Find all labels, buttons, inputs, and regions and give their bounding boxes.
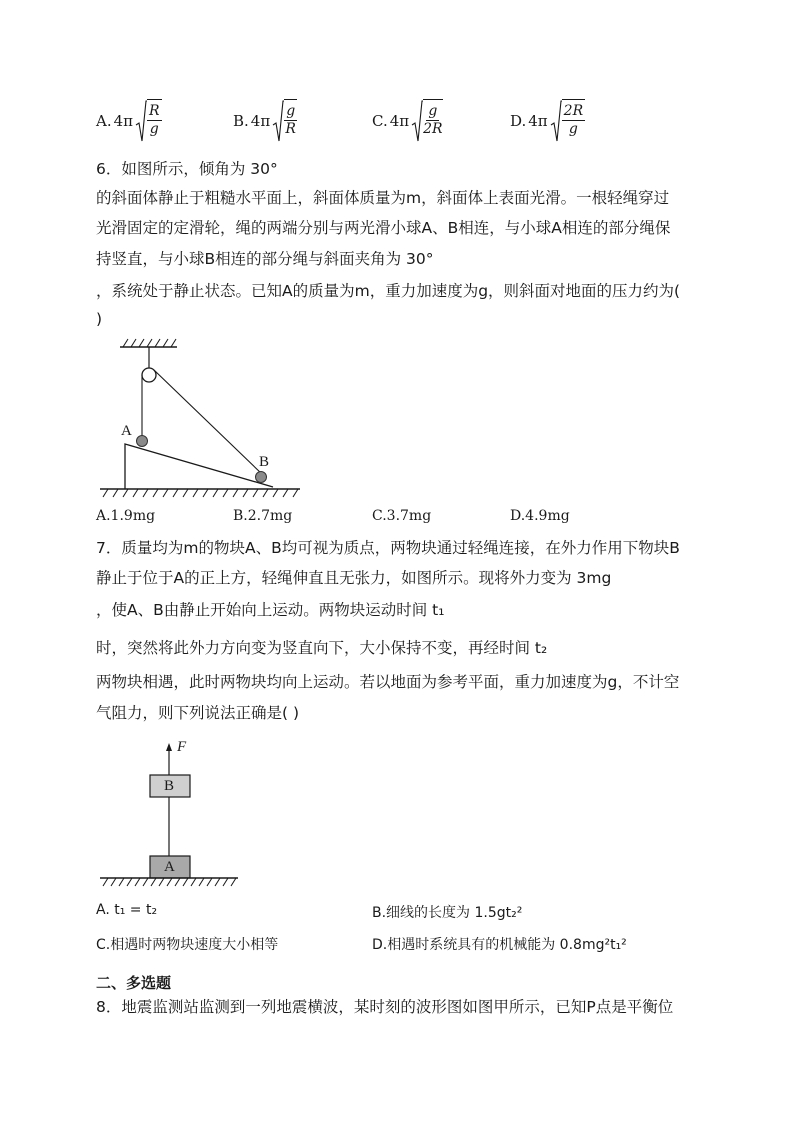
q7-line-2: 静止于位于A的正上方，轻绳伸直且无张力，如图所示。现将外力变为 3mg xyxy=(96,569,612,587)
q7-line-5: 两物块相遇，此时两物块均向上运动。若以地面为参考平面，重力加速度为g，不计空 xyxy=(96,673,680,691)
q7-option-a: A. t₁ = t₂ xyxy=(96,902,158,918)
q6-option-b: B.2.7mg xyxy=(233,508,293,524)
ball-a-icon xyxy=(137,436,148,447)
q7-option-c: C.相遇时两物块速度大小相等 xyxy=(96,937,279,953)
arrow-up-icon xyxy=(166,743,172,751)
q6-line-3: 光滑固定的定滑轮，绳的两端分别与两光滑小球A、B相连，与小球A相连的部分绳保 xyxy=(96,219,671,237)
section-title: 二、多选题 xyxy=(96,974,172,992)
q6-line-1: 6．如图所示，倾角为 30° xyxy=(96,160,278,178)
q5-option-d: D. 4π $\frac{2R}{g}$ xyxy=(510,96,585,146)
q6-incline-figure xyxy=(95,335,305,500)
q6-option-c: C.3.7mg xyxy=(372,508,432,524)
q6-option-d: D.4.9mg xyxy=(510,508,570,524)
q7-line-4: 时，突然将此外力方向变为竖直向下，大小保持不变，再经时间 t₂ xyxy=(96,639,548,657)
q6-line-2: 的斜面体静止于粗糙水平面上，斜面体质量为m，斜面体上表面光滑。一根轻绳穿过 xyxy=(96,189,670,207)
q8-line-1: 8．地震监测站监测到一列地震横波，某时刻的波形图如图甲所示，已知P点是平衡位 xyxy=(96,998,674,1016)
q7-line-6: 气阻力，则下列说法正确是( ) xyxy=(96,704,300,722)
q7-line-3: ，使A、B由静止开始向上运动。两物块运动时间 t₁ xyxy=(96,601,445,619)
pulley-icon xyxy=(142,368,156,382)
sqrt-symbol: $\frac{2R}{g}$ xyxy=(550,99,585,143)
ball-b-icon xyxy=(256,472,267,483)
ball-a-label: A xyxy=(121,423,132,439)
q6-line-4: 持竖直，与小球B相连的部分绳与斜面夹角为 30° xyxy=(96,250,434,268)
sqrt-symbol: $\frac{R}{g}$ xyxy=(135,99,162,143)
q7-option-b: B.细线的长度为 1.5gt₂² xyxy=(372,905,523,921)
q5-option-b: B. 4π $\frac{g}{R}$ xyxy=(233,96,297,146)
q5-option-c: C. 4π $\frac{g}{2R}$ xyxy=(372,96,443,146)
force-label: F xyxy=(177,739,187,755)
sqrt-symbol: $\frac{g}{R}$ xyxy=(272,99,297,143)
q7-option-d: D.相遇时系统具有的机械能为 0.8mg²t₁² xyxy=(372,937,627,953)
block-b-label: B xyxy=(164,778,175,794)
q5-option-a: A. 4π $\frac{R}{g}$ xyxy=(96,96,162,146)
q6-line-5: ，系统处于静止状态。已知A的质量为m，重力加速度为g，则斜面对地面的压力约为( xyxy=(96,282,681,300)
block-a-label: A xyxy=(164,859,175,875)
ball-b-label: B xyxy=(259,454,270,470)
sqrt-symbol: $\frac{g}{2R}$ xyxy=(411,99,442,143)
q7-line-1: 7．质量均为m的物块A、B均可视为质点，两物块通过轻绳连接，在外力作用下物块B xyxy=(96,539,680,557)
q6-option-a: A.1.9mg xyxy=(96,508,156,524)
q6-line-6: ) xyxy=(96,310,103,328)
